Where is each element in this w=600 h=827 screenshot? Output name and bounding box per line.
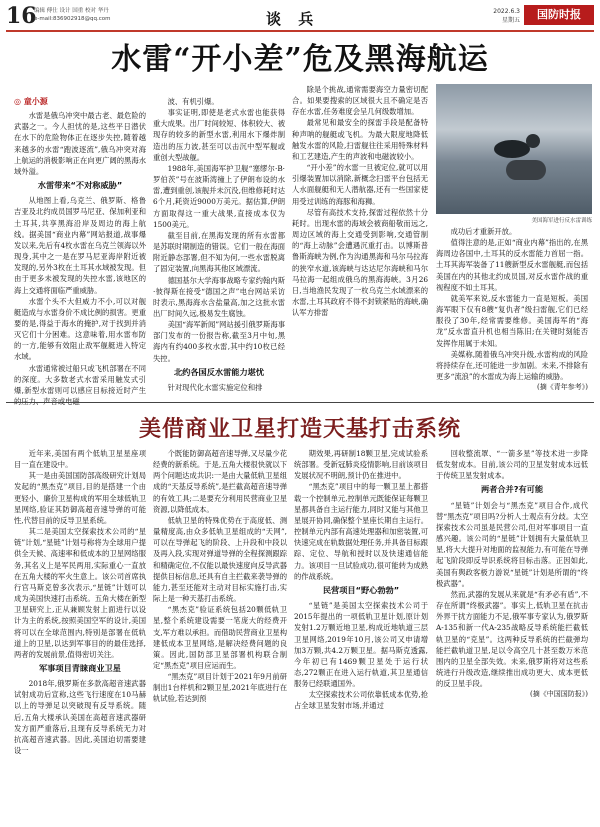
article2-column-1 [14,448,146,820]
paragraph: 然而,武器的发展从来就是“有矛必有盾”,不存在所谓“终极武器”。事实上,低轨卫星在抗击外界干扰方面能力不足,俄军事专家认为,俄罗斯A-135和新一代A-235战略反导系统能拦截低轨卫星的“克星”。这两种反导系统的拦截弹均能拦截轨道卫星,足以令高空几十甚至数万米范围内的卫星全部失效。未来,俄罗斯将对这些系统进行升级改造,继续推出成功更大、成本更低的反卫星手段。 [436,589,588,689]
article1-subhead-2: 北约各国反水雷能力堪忧 [173,366,265,377]
article2-subhead-3: 两者合并?有可能 [480,484,544,495]
article1-column-2 [153,96,285,396]
paragraph: “黑杰克”项目计划于2021年9月前研制出1台样机和2颗卫星,2021年底进行在轨试验,若达到预 [153,672,287,704]
article2-column-4 [436,448,588,820]
paragraph: 除是个挑战,通常需要海空力量密切配合。如果要搜索的区域很大且不确定是否存在水雷,任务难度会呈几何级数增加。 [292,85,428,117]
paragraph: 水雷是俄乌冲突中最古老、最危险的武器之一。今人担忧的是,这些平日潜伏在水下的危险物体正在逐步失控,随着越来越多的水雷“跑波逐流”,俄乌冲突对海上航运的消极影响正在向更广阔的黑海水域外溢。 [14,111,146,176]
paragraph: 从地图上看,乌克兰、俄罗斯、格鲁吉亚及北约成员国罗马尼亚、保加利亚和土耳其,共享黑海沿岸及周边的海上航线。据美国“商业内幕”网站报道,战事爆发以来,先后有4枚水雷在乌克兰领海以外现身,其中之一是在罗马尼亚海岸附近被发现的,另外3枚在土耳其水域被发现。但由于更多未被发现的失控水雷,该地区的海上交通将面临严重威胁。 [14,196,146,295]
paragraph: 针对现代化水雷实施定位和排 [167,382,263,392]
photo-caption: 美国海军进行反水雷训练 [531,218,592,224]
editor-info [34,7,110,23]
paragraph: 2018年,俄罗斯在多款高超音速武器试射成功后宣称,这些飞行速度在10马赫以上的导弹足以突破现有反导系统。随后,五角大楼承认美国在高超音速武器研发方面严重落后,且现有反导系统无力对抗高超音速武器。因此,美国迫切需要建设一 [14,679,146,756]
paragraph: 太空探索技术公司依靠低成本优势,抢占全球卫星发射市场,并通过 [294,690,428,711]
editor-line: 编辑 傅仕 设计 国重 校对 华丹 [34,8,109,14]
paragraph: “黑杰克”项目中的每一颗卫星上都搭载一个控制单元,控制单元既能保证每颗卫星都具备自主运行能力,同时又能与其他卫星展开协同,确保整个星座长期自主运行。控制单元内部有高速处理器和加密装置,可快速完成在轨数据处理任务,并具备目标跟踪、定位、导航和授时以及快速通信能力。该项目一旦试验成功,很可能转为成熟的作战系统。 [294,482,428,581]
article2-source: (摘《中国国防报》) [530,690,588,699]
paragraph: 事实证明,即使是老式水雷也能获得重大成果。出厂时间较短、体积较大、被现存的较多的新型水雷,利用水下爆炸制造出的压力波,甚至可以击沉中型军舰或重创大型战舰。 [153,108,285,162]
page-number: 16 [6,3,37,29]
paragraph: 其二是美国太空探索技术公司的“星链”计划,“星链”计划号称将为全球用户提供全天候、高速率和低成本的卫星网络服务,其名义上是军民两用,实际重心一直放在五角大楼的军火生意上。该公司首席执行官马斯克曾多次表示,“星链”计划可以成为美国快速打击系统。五角大楼在新型卫星研究上,正从兼顾发射上面进行以设计为主的系统,按照美国空军的设计,美国将可以在全球范围内,特别是部署在低轨道上的卫星,以达到军事目的的最佳选择,两者的发展前景,值得密切关注。 [14,527,146,659]
paragraph: 最常见和最安全的探雷手段是配备特种声呐的舰艇或飞机。为最大限度地降低触发水雷的风险,扫雷舰往往采用特殊材料和工艺建造,产生的声波和电磁波较小。 [292,118,428,161]
article2-subhead-1: 军事项目青睐商业卫星 [39,662,121,673]
naval-mine-shape [506,160,546,180]
paragraph: 截至目前,在黑海发现的所有水雷都是苏联时期制造的错误。它们一般在海面附近静态部署,但不知为何,一些水雷脱离了固定装置,向黑海其他区域漂流。 [153,230,285,274]
section-title: 谈 兵 [266,10,320,28]
article1-title: 水雷“开小差”危及黑海航运 [111,42,489,77]
page-header [6,4,594,32]
article1-byline: ◎ 童小源 [14,97,48,106]
paragraph: 近年来,美国有两个低轨卫星星座项目一直在建设中。 [14,449,146,470]
article1-column-1 [14,96,146,407]
paragraph: “开小差”的水雷一旦被定位,就可以用引爆装置加以消除,新概念扫雷平台包括无人水面舰艇和无人潜航器,还有一些国家使用受过训练的海豚和海狮。 [292,163,428,206]
paragraph: 个既能防御高超音速导弹,又尽量少花经费的新系统。于是,五角大楼很快就以下两个问题达成共识:一是由大量低轨卫星组成的“天基反导系统”,是拦截高超音速导弹的有效工具;二是要充分利用民营商业卫星资源,以降低成本。 [153,449,287,514]
diver-shape [494,140,530,158]
paragraph: 期效果,再研制18颗卫星,完成试验系统部署。受新冠肺炎疫情影响,目前该项目发展状况不明朗,预计仍在推进中。 [294,449,428,481]
article2-subhead-2: 民营项目“野心勃勃” [322,584,400,595]
paragraph: “星链”计划会与“黑杰克”项目合作,成代替“黑杰克”项目吗?分析人士观点有分歧。太空探索技术公司虽是民营公司,但对军事项目一直感兴趣。该公司的“星链”计划拥有大量低轨卫星,将大大提升对地面的监视能力,有可能在导弹起飞阶段即反导识系统将目标击落。正因如此,美国有舆政客极力游说“星链”计划是所谓的“终极武器”。 [436,500,588,588]
article1-column-4 [436,226,588,398]
paragraph: “星链”是美国太空探索技术公司于2015年提出的一项低轨卫星计划,原计划发射1.2万颗近地卫星,构成近地轨道三层卫星网络,2019年10月,该公司又申请增加3万颗,共4.2万颗卫星。据马斯克透露,今年初已有1469颗卫星处于运行状态,272颗正在进入运行轨道,其卫星通信服务已经联通国外。 [294,601,428,689]
article2-column-3 [294,448,428,820]
paragraph: 美国“海军新闻”网站援引俄罗斯海事部门发布的一份报告称,截至3月中旬,黑海内有约400多枚水雷,其中约10枚已经失控。 [153,320,285,363]
editor-email: e-mail:836902918@qq.com [34,16,111,22]
masthead-logo: 国防时报 [524,5,594,25]
paragraph: 其一是由美国国防部高级研究计划局发起的“黑杰克”项目,目的是搭建一个由更轻小、廉价卫星构成的军用全球低轨卫星网络,验证其防御高超音速导弹的可能性,代替目前的反导卫星系统。 [14,471,146,525]
paragraph: 美媒称,随着俄乌冲突升级,水雷构成的风险将持续存在,还可能进一步加剧。未来,不排除有更多“流浪”的水雷成为海上运输的威胁。 [436,349,588,382]
article1-photo [436,84,592,214]
article1-source: (摘《青年参考》) [537,383,588,392]
issue-date: 2022.6.3 [493,8,520,15]
date-block [493,7,520,25]
section-divider [6,402,594,403]
paragraph: 就美军来说,反水雷能力一直是短板。美国海军眼下仅有8艘“复仇者”级扫雷舰,它们已经服役了30年,经常需要维修。美国海军的“海龙”反水雷直升机也相当陈旧;在关键时刻能否发挥作用属于未知。 [436,293,588,348]
article1-column-3 [292,84,428,396]
paragraph: 德国基尔大学海事战略专家约翰内斯·彼得斯在接受“德国之声”电台网站采访时表示,黑海海水含盐量高,加之这批水雷出厂时间久远,极易发生腐蚀。 [153,275,285,318]
paragraph: 尽管有高技术支持,探雷过程依然十分耗时。出现水雷的海域会被商船敬而远之,周边区域的海上交通受到影响,交通管制的“海上动脉”会遭遇沉重打击。以博斯普鲁斯海峡为例,作为沟通黑海和马尔马拉海的狭窄水道,该海峡与达达尼尔海峡和马尔马拉海一起组成俄乌的黑海海峡。3月26日,当地渔民发现了一枚乌克兰水域漂来的水雷,土耳其政府不得不封锁紧贴的海峡,确认军方排雷 [292,207,428,318]
paragraph: 值得注意的是,正如“商业内幕”指出的,在黑海周边各国中,土耳其的反水雷能力首屈一指。土耳其海军装备了11艘新型反水雷舰艇,而包括美国在内的其他北约成员国,对反水雷作战的重视程度不如土耳其。 [436,238,588,292]
paragraph: “黑杰克”验证系统包括20颗低轨卫星,整个系统建设需要一笔庞大的经费开支,军方难以承担。而借助民营商业卫星构建低成本卫星网络,是解决经费问题的良策。因此,国防部卫星部署机构联合制定“黑杰克”项目应运而生。 [153,605,287,670]
paragraph: 水雷个头不大但威力不小,可以对舰艇造成与水雷身价不成比例的损害。更重要的是,得益于海水的掩护,对于找到并消灭它们十分困难。这意味着,用水雷布防的一方,能够有效阻止敌军舰艇进入特定水域。 [14,296,146,362]
issue-weekday: 星期五 [501,17,520,24]
diver-head-shape [526,134,540,148]
paragraph: 低轨卫星的特殊优势在于高度低、测量精度高,由众多低轨卫星组成的“天网”,可以在导弹起飞的阶段、上升段和中段以及再入段,实现对弹道导弹的全程探测跟踪和精确定位,不仅能以最快速度向反导武器提供目标信息,还具有自主拦截来袭导弹的能力,甚至还能对主动对目标实施打击,实际上是一种天基打击系统。 [153,515,287,604]
paragraph: 成功后才重新开放。 [450,227,517,236]
paragraph: 1988年,美国海军护卫舰“塞缪尔·B·罗伯茨”号在波斯湾撞上了伊朗布设的水雷,遭到重创,该舰并未沉没,但维修耗时达6个月,耗资近9000万美元。据估算,伊朗方面取得这一重大战果,直接成本仅为1500美元。 [153,163,285,229]
article1-subhead-1: 水雷带来“不对称威胁” [37,180,123,191]
paragraph: 回收整流罩、“一箭多星”等技术进一步降低发射成本。目前,该公司的卫星发射成本远低于传统卫星发射成本。 [436,449,588,481]
paragraph: 波、有机引爆。 [167,97,219,106]
article2-column-2 [153,448,287,820]
article2-title: 美借商业卫星打造天基打击系统 [138,416,461,442]
paragraph: 水雷通常被过船只或飞机部署在不同的深度。大多数老式水雷采用触发式引爆,新型水雷则可以感应目标接近时产生的压力、声音或电磁 [14,363,146,407]
